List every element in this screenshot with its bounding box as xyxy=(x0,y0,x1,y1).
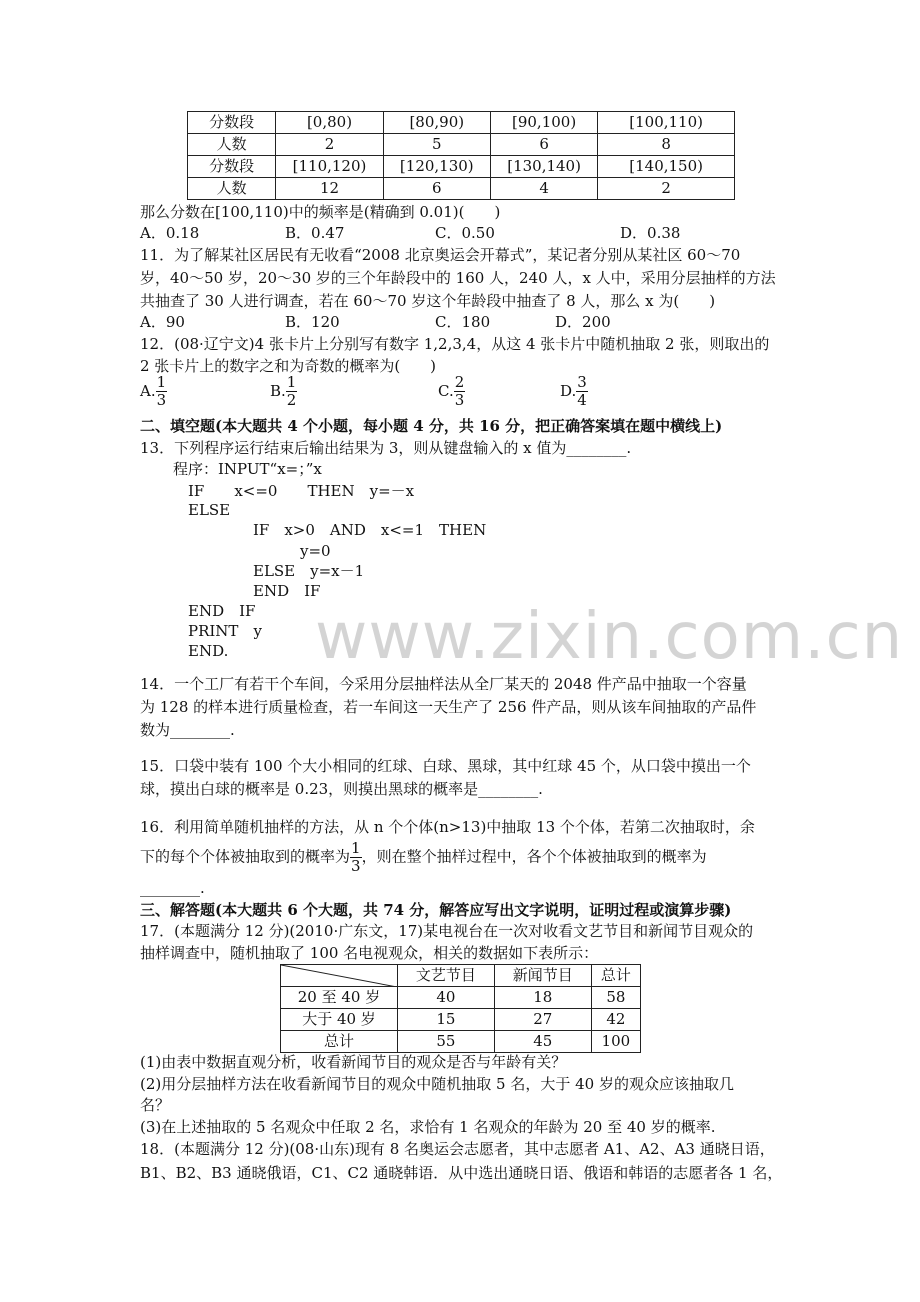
code-line: ELSE xyxy=(188,501,231,519)
fraction-denominator: 3 xyxy=(351,857,361,875)
q15-line-1: 15．口袋中装有 100 个大小相同的红球、白球、黑球，其中红球 45 个，从口袋中摸出一个 xyxy=(140,757,751,775)
code-line: IF x<=0 THEN y=－x xyxy=(188,482,415,500)
column-header-cell: 总计 xyxy=(591,965,640,987)
table-cell: [100,110) xyxy=(598,112,735,134)
table-cell: 55 xyxy=(398,1031,495,1053)
q12-options xyxy=(140,374,760,414)
table-row xyxy=(188,156,735,178)
q17-sub-2-cont: 名？ xyxy=(140,1096,171,1114)
table-cell: 42 xyxy=(591,1009,640,1031)
option-letter: C. xyxy=(438,382,454,400)
table-row xyxy=(188,178,735,200)
q11-option-a: A．90 xyxy=(140,313,185,331)
table-row xyxy=(188,134,735,156)
q17-line-1: 17．(本题满分 12 分)(2010·广东文，17)某电视台在一次对收看文艺节目和新闻节目观众的 xyxy=(140,922,754,940)
option-letter: A. xyxy=(140,382,156,400)
q11-option-b: B．120 xyxy=(285,313,340,331)
diagonal-line xyxy=(281,965,397,987)
q10-tail: 那么分数在[100,110)中的频率是(精确到 0.01)( ) xyxy=(140,203,501,221)
q14-line-1: 14．一个工厂有若干个车间，今采用分层抽样法从全厂某天的 2048 件产品中抽取一个容量 xyxy=(140,675,747,693)
code-line: END. xyxy=(188,642,229,660)
q16-line-2-b: ，则在整个抽样过程中，各个个体被抽取到的概率为 xyxy=(361,847,707,866)
column-header-cell: 新闻节目 xyxy=(494,965,591,987)
q11-line-1: 11．为了解某社区居民有无收看“2008 北京奥运会开幕式”，某记者分别从某社区 60～70 xyxy=(140,246,741,264)
row-header-cell: 分数段 xyxy=(188,156,276,178)
row-header-cell: 总计 xyxy=(281,1031,398,1053)
fraction-denominator: 4 xyxy=(577,391,587,409)
table-cell: 45 xyxy=(494,1031,591,1053)
q12-option-c xyxy=(438,374,465,409)
row-header-cell: 人数 xyxy=(188,178,276,200)
q12-line-1: 12．(08·辽宁文)4 张卡片上分别写有数字 1,2,3,4，从这 4 张卡片中随机抽取 2 张，则取出的 xyxy=(140,335,770,353)
table-cell: 18 xyxy=(494,987,591,1009)
fraction-numerator: 1 xyxy=(156,373,167,391)
table-cell: 8 xyxy=(598,134,735,156)
fraction-numerator: 1 xyxy=(286,373,297,391)
fraction-denominator: 3 xyxy=(454,391,465,409)
q14-line-2: 为 128 的样本进行质量检查，若一车间这一天生产了 256 件产品，则从该车间抽取的产品件 xyxy=(140,698,757,716)
table-cell: 6 xyxy=(490,134,597,156)
diagonal-corner-cell xyxy=(281,965,398,987)
code-line: IF x>0 AND x<=1 THEN xyxy=(253,521,487,539)
watermark: www.zixin.com.cn xyxy=(315,600,904,674)
q12-option-d xyxy=(560,374,588,409)
q16-line-3: ________. xyxy=(140,879,205,897)
table-cell: [90,100) xyxy=(490,112,597,134)
table-cell: [130,140) xyxy=(490,156,597,178)
q10-option-b: B．0.47 xyxy=(285,224,345,242)
table-row xyxy=(281,1031,641,1053)
code-line: y=0 xyxy=(300,542,331,560)
code-line: ELSE y=x－1 xyxy=(253,562,365,580)
q18-line-2: B1、B2、B3 通晓俄语，C1、C2 通晓韩语．从中选出通晓日语、俄语和韩语的志愿者各 1 名， xyxy=(140,1164,783,1182)
q16-line-1: 16．利用简单随机抽样的方法，从 n 个个体(n>13)中抽取 13 个个体，若第二次抽取时，余 xyxy=(140,818,755,836)
q11-line-2: 岁，40～50 岁，20～30 岁的三个年龄段中的 160 人，240 人，x 人中，采用分层抽样的方法 xyxy=(140,269,776,287)
q14-line-3: 数为________. xyxy=(140,721,235,739)
option-fraction xyxy=(454,374,466,409)
table-cell: 12 xyxy=(276,178,383,200)
section-2-heading: 二、填空题(本大题共 4 个小题，每小题 4 分，共 16 分，把正确答案填在题中横线上) xyxy=(140,417,723,435)
fraction-denominator: 3 xyxy=(156,391,167,409)
q10-option-a: A．0.18 xyxy=(140,224,200,242)
fraction-numerator: 1 xyxy=(351,839,361,857)
code-line: 程序：INPUT“x=；”x xyxy=(173,460,322,478)
q17-sub-1: (1)由表中数据直观分析，收看新闻节目的观众是否与年龄有关？ xyxy=(140,1053,567,1071)
option-fraction xyxy=(156,374,168,409)
table-cell: [110,120) xyxy=(276,156,383,178)
code-line: PRINT y xyxy=(188,622,262,640)
q17-sub-2: (2)用分层抽样方法在收看新闻节目的观众中随机抽取 5 名，大于 40 岁的观众应该抽取几 xyxy=(140,1075,734,1093)
q18-line-1: 18．(本题满分 12 分)(08·山东)现有 8 名奥运会志愿者，其中志愿者 A1、A2、A3 通晓日语， xyxy=(140,1140,775,1158)
section-3-heading: 三、解答题(本大题共 6 个大题，共 74 分，解答应写出文字说明，证明过程或演算步骤) xyxy=(140,901,732,919)
option-letter: D. xyxy=(560,382,577,400)
q16-line-2-a: 下的每个个体被抽取到的概率为 xyxy=(140,847,351,866)
table-cell: 15 xyxy=(398,1009,495,1031)
row-header-cell: 分数段 xyxy=(188,112,276,134)
q11-option-d: D．200 xyxy=(555,313,611,331)
q12-line-2: 2 张卡片上的数字之和为奇数的概率为( ) xyxy=(140,357,437,375)
table-cell: 4 xyxy=(490,178,597,200)
fraction-numerator: 2 xyxy=(454,373,465,391)
row-header-cell: 20 至 40 岁 xyxy=(281,987,398,1009)
table-cell: [80,90) xyxy=(383,112,490,134)
fraction-denominator: 2 xyxy=(286,391,297,409)
fraction-numerator: 3 xyxy=(577,373,587,391)
row-header-cell: 大于 40 岁 xyxy=(281,1009,398,1031)
row-header-cell: 人数 xyxy=(188,134,276,156)
q17-line-2: 抽样调查中，随机抽取了 100 名电视观众，相关的数据如下表所示： xyxy=(140,944,599,962)
table-row xyxy=(188,112,735,134)
q16-fraction xyxy=(350,840,362,875)
code-line: END IF xyxy=(188,602,256,620)
table-cell: 2 xyxy=(598,178,735,200)
q15-line-2: 球，摸出白球的概率是 0.23，则摸出黑球的概率是________. xyxy=(140,780,543,798)
score-table xyxy=(187,111,735,200)
q10-option-d: D．0.38 xyxy=(620,224,681,242)
q12-option-a xyxy=(140,374,167,409)
viewer-table xyxy=(280,964,641,1053)
table-header-row xyxy=(281,965,641,987)
table-cell: [0,80) xyxy=(276,112,383,134)
option-fraction xyxy=(576,374,588,409)
table-cell: 27 xyxy=(494,1009,591,1031)
table-cell: 40 xyxy=(398,987,495,1009)
table-row xyxy=(281,987,641,1009)
table-cell: [140,150) xyxy=(598,156,735,178)
q11-option-c: C．180 xyxy=(435,313,491,331)
table-cell: 100 xyxy=(591,1031,640,1053)
option-letter: B. xyxy=(270,382,286,400)
column-header-cell: 文艺节目 xyxy=(398,965,495,987)
q16-line-2 xyxy=(140,840,707,875)
table-cell: 58 xyxy=(591,987,640,1009)
code-line: END IF xyxy=(253,582,321,600)
table-row xyxy=(281,1009,641,1031)
option-fraction xyxy=(286,374,298,409)
table-cell: 5 xyxy=(383,134,490,156)
table-cell: 2 xyxy=(276,134,383,156)
q10-option-c: C．0.50 xyxy=(435,224,495,242)
q12-option-b xyxy=(270,374,297,409)
table-cell: [120,130) xyxy=(383,156,490,178)
q11-line-3: 共抽查了 30 人进行调查，若在 60～70 岁这个年龄段中抽查了 8 人，那么 x 为( ) xyxy=(140,292,716,310)
table-cell: 6 xyxy=(383,178,490,200)
q17-sub-3: (3)在上述抽取的 5 名观众中任取 2 名，求恰有 1 名观众的年龄为 20 至 40 岁的概率. xyxy=(140,1118,716,1136)
q13-stem: 13．下列程序运行结束后输出结果为 3，则从键盘输入的 x 值为________. xyxy=(140,439,632,457)
